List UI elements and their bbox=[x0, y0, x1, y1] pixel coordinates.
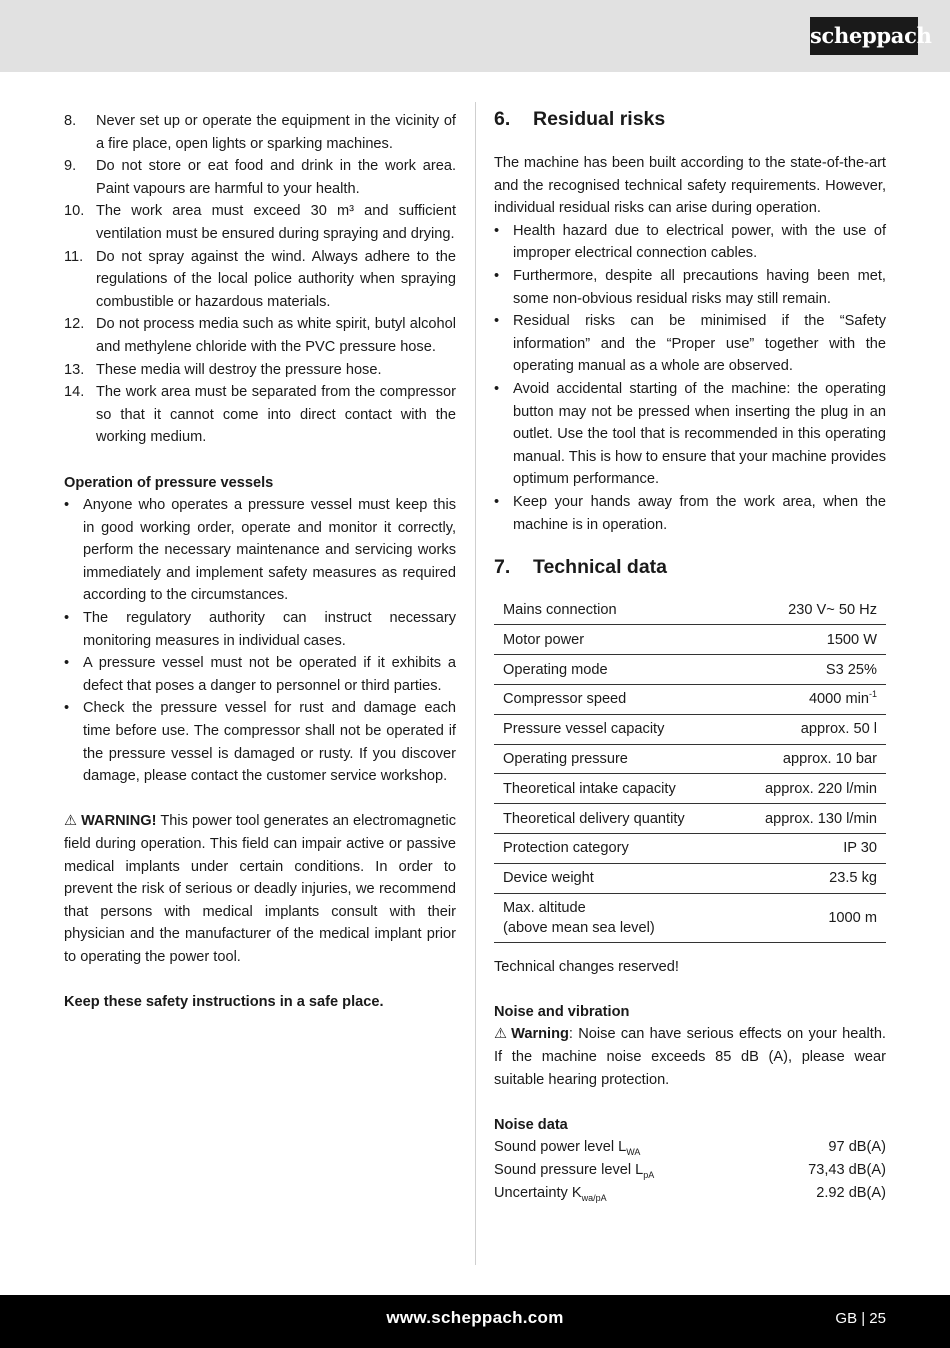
safety-numbered-list bbox=[64, 110, 456, 449]
footer-bar bbox=[0, 1295, 950, 1348]
list-item: • Residual risks can be minimised if the “Safety information” and the “Proper use” together with the operating manual as a whole are observed. bbox=[494, 313, 886, 375]
table-row: Theoretical delivery quantity approx. 130 l/min bbox=[494, 804, 886, 834]
scheppach-logo: scheppach bbox=[810, 17, 918, 55]
table-row: Protection category IP 30 bbox=[494, 833, 886, 863]
table-row: Theoretical intake capacity approx. 220 l/min bbox=[494, 774, 886, 804]
table-row: Mains connection 230 V~ 50 Hz bbox=[494, 595, 886, 625]
list-item: 14. The work area must be separated from the compressor so that it cannot come into direct contact with the working medium. bbox=[64, 384, 456, 446]
table-row: Max. altitude (above mean sea level) 1000 m bbox=[494, 893, 886, 942]
list-item: • Check the pressure vessel for rust and damage each time before use. The compressor shall not be operated if the pressure vessel is damaged or rusty. If you discover damage, please contact the customer service workshop. bbox=[64, 700, 456, 785]
pressure-vessels-list bbox=[64, 494, 456, 788]
pressure-vessels-heading: Operation of pressure vessels bbox=[64, 474, 274, 491]
table-row: Pressure vessel capacity approx. 50 l bbox=[494, 714, 886, 744]
list-item: 12. Do not process media such as white spirit, butyl alcohol and methylene chloride with the PVC pressure hose. bbox=[64, 316, 456, 355]
list-item: • A pressure vessel must not be operated if it exhibits a defect that poses a danger to personnel or third parties. bbox=[64, 655, 456, 694]
noise-warning: ⚠ Warning: Noise can have serious effects on your health. If the machine noise exceeds 85 dB (A), please wear suitable hearing protection. bbox=[494, 1023, 886, 1091]
noise-data-heading: Noise data bbox=[494, 1116, 568, 1133]
list-item: • Furthermore, despite all precautions having been met, some non-obvious residual risks may still remain. bbox=[494, 267, 886, 307]
header-bar bbox=[0, 0, 950, 72]
left-column bbox=[64, 110, 456, 1014]
list-item: • Avoid accidental starting of the machine: the operating button may not be pressed when inserting the plug in an outlet. Use the tool that is recommended in this operating manual. This is how to ensure that your machine provides optimum performance. bbox=[494, 380, 886, 488]
section-title-technical-data: 7. Technical data bbox=[494, 556, 668, 579]
right-column bbox=[494, 104, 886, 1204]
noise-vibration-heading: Noise and vibration bbox=[494, 1003, 630, 1020]
technical-data-table bbox=[494, 595, 886, 942]
list-item: 11. Do not spray against the wind. Always adhere to the regulations of the local police authority when spraying combustible or hazardous materials. bbox=[64, 248, 456, 310]
section-title-residual-risks: 6. Residual risks bbox=[494, 108, 666, 130]
table-row: Device weight 23.5 kg bbox=[494, 863, 886, 893]
list-item: 13. These media will destroy the pressure hose. bbox=[64, 361, 382, 378]
residual-risks-intro: The machine has been built according to the state-of-the-art and the recognised technical safety requirements. However, individual residual risks can arise during operation. bbox=[494, 155, 886, 217]
residual-risks-list bbox=[494, 220, 886, 536]
list-item: • Health hazard due to electrical power, with the use of improper electrical connection cables. bbox=[494, 222, 886, 262]
keep-instructions-note: Keep these safety instructions in a safe place. bbox=[64, 994, 384, 1011]
table-row: Motor power 1500 W bbox=[494, 625, 886, 655]
table-row: Operating pressure approx. 10 bar bbox=[494, 744, 886, 774]
warning-triangle-icon: ⚠ bbox=[64, 813, 78, 830]
list-item: 9. Do not store or eat food and drink in the work area. Paint vapours are harmful to your health. bbox=[64, 158, 456, 197]
emf-warning: ⚠ WARNING! This power tool generates an electromagnetic field during operation. This field can impair active or passive medical implants under certain conditions. In order to prevent the risk of serious or deadly injuries, we recommend that persons with medical implants consult with their physician and the manufacturer of the medical implant prior to operating the power tool. bbox=[64, 810, 456, 968]
table-row: Operating mode S3 25% bbox=[494, 655, 886, 685]
technical-changes-note: Technical changes reserved! bbox=[494, 958, 679, 975]
noise-row: Sound power level $L_{WA}$ 97 dB(A) bbox=[494, 1139, 886, 1158]
table-row: Compressor speed 4000 $\min^{-1}$ bbox=[494, 684, 886, 714]
website-link[interactable]: www.scheppach.com bbox=[386, 1308, 564, 1327]
warning-triangle-icon: ⚠ bbox=[494, 1026, 508, 1043]
noise-row: Sound pressure level $L_{pA}$ 73,43 dB(A) bbox=[494, 1161, 886, 1180]
list-item: 8. Never set up or operate the equipment in the vicinity of a fire place, open lights or sparking machines. bbox=[64, 113, 456, 152]
noise-row: Uncertainty $K_{wa/pA}$ 2.92 dB(A) bbox=[494, 1184, 886, 1203]
column-divider bbox=[475, 102, 476, 1265]
list-item: • Anyone who operates a pressure vessel must keep this in good working order, operate and monitor it correctly, perform the necessary maintenance and servicing works immediately and implement safety measures as required according to the circumstances. bbox=[64, 497, 456, 604]
list-item: • The regulatory authority can instruct necessary monitoring measures in individual cases. bbox=[64, 610, 456, 649]
list-item: • Keep your hands away from the work area, when the machine is in operation. bbox=[494, 493, 886, 533]
page-number: GB | 25 bbox=[835, 1310, 886, 1327]
list-item: 10. The work area must exceed 30 m³ and sufficient ventilation must be ensured during spraying and drying. bbox=[64, 203, 456, 242]
